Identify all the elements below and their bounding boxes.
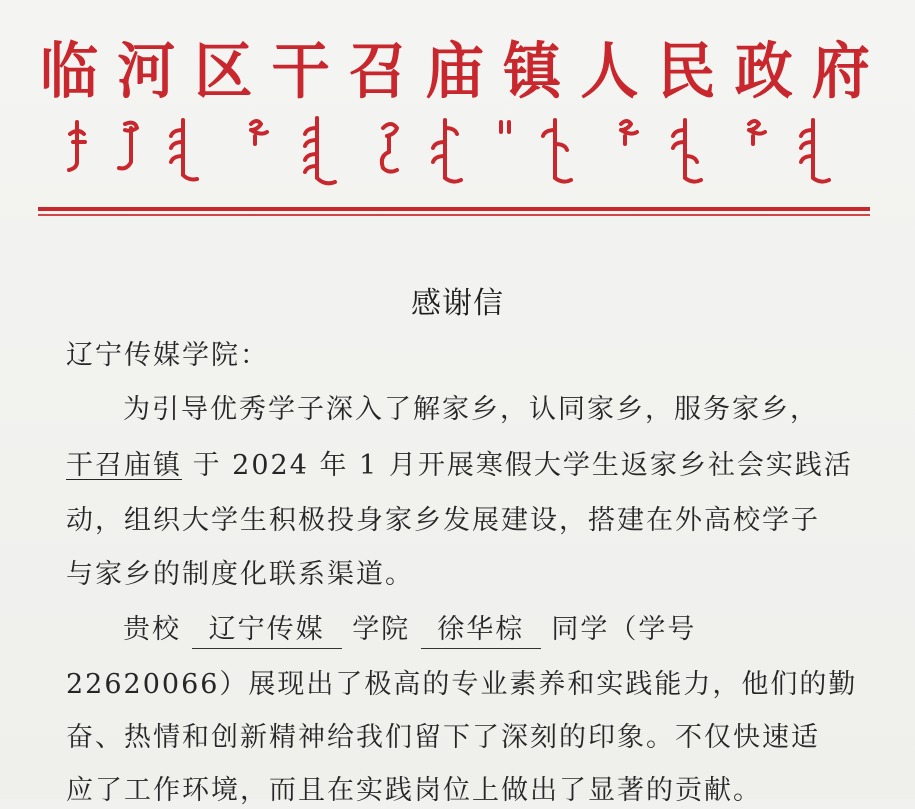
paragraph-2-line-1	[123, 612, 696, 649]
letterhead-char: 民	[657, 35, 716, 107]
letterhead-char: 召	[348, 35, 407, 107]
letterhead-char: 河	[117, 35, 176, 107]
letterhead-char: 干	[271, 35, 330, 107]
letterhead-char: 临	[40, 35, 99, 107]
letterhead-rule-thick	[38, 207, 870, 211]
paragraph-2-line-3: 奋、热情和创新精神给我们留下了深刻的印象。不仅快速适	[66, 722, 820, 753]
paragraph-2-prefix: 贵校	[123, 614, 181, 645]
paragraph-1-line-3: 动，组织大学生积极投身家乡发展建设，搭建在外高校学子	[66, 505, 820, 536]
letter-title: 感谢信	[411, 286, 504, 321]
salutation: 辽宁传媒学院：	[66, 340, 269, 371]
paragraph-2-line-4: 应了工作环境，而且在实践岗位上做出了显著的贡献。	[66, 775, 762, 806]
paragraph-2-mid-2: 同学（学号	[551, 614, 697, 645]
paragraph-1-line-4: 与家乡的制度化联系渠道。	[66, 559, 414, 590]
mongolian-script-letterhead	[55, 112, 855, 192]
town-name: 干召庙镇	[66, 450, 182, 481]
paragraph-2-mid-1: 学院	[352, 614, 411, 645]
paragraph-2-line-2: 22620066）展现出了极高的专业素养和实践能力，他们的勤	[66, 669, 858, 700]
paragraph-1-line-2	[66, 448, 853, 484]
letterhead-char: 镇	[503, 35, 562, 107]
paragraph-1-line-1: 为引导优秀学子深入了解家乡，认同家乡，服务家乡，	[123, 394, 819, 425]
letterhead-char: 府	[811, 35, 870, 107]
letterhead-char: 庙	[425, 35, 484, 107]
letterhead-char: 人	[580, 35, 639, 107]
paragraph-1-line-2-text: 于 2024 年 1 月开展寒假大学生返家乡社会实践活	[192, 450, 853, 481]
student-name-field: 徐华棕	[421, 612, 541, 649]
school-name-field: 辽宁传媒	[192, 612, 342, 649]
mongolian-script-graphic	[55, 112, 855, 192]
letterhead-rule-thin	[38, 214, 870, 216]
letterhead-char: 政	[734, 35, 793, 107]
letterhead-title	[40, 36, 870, 106]
letterhead-char: 区	[194, 35, 253, 107]
